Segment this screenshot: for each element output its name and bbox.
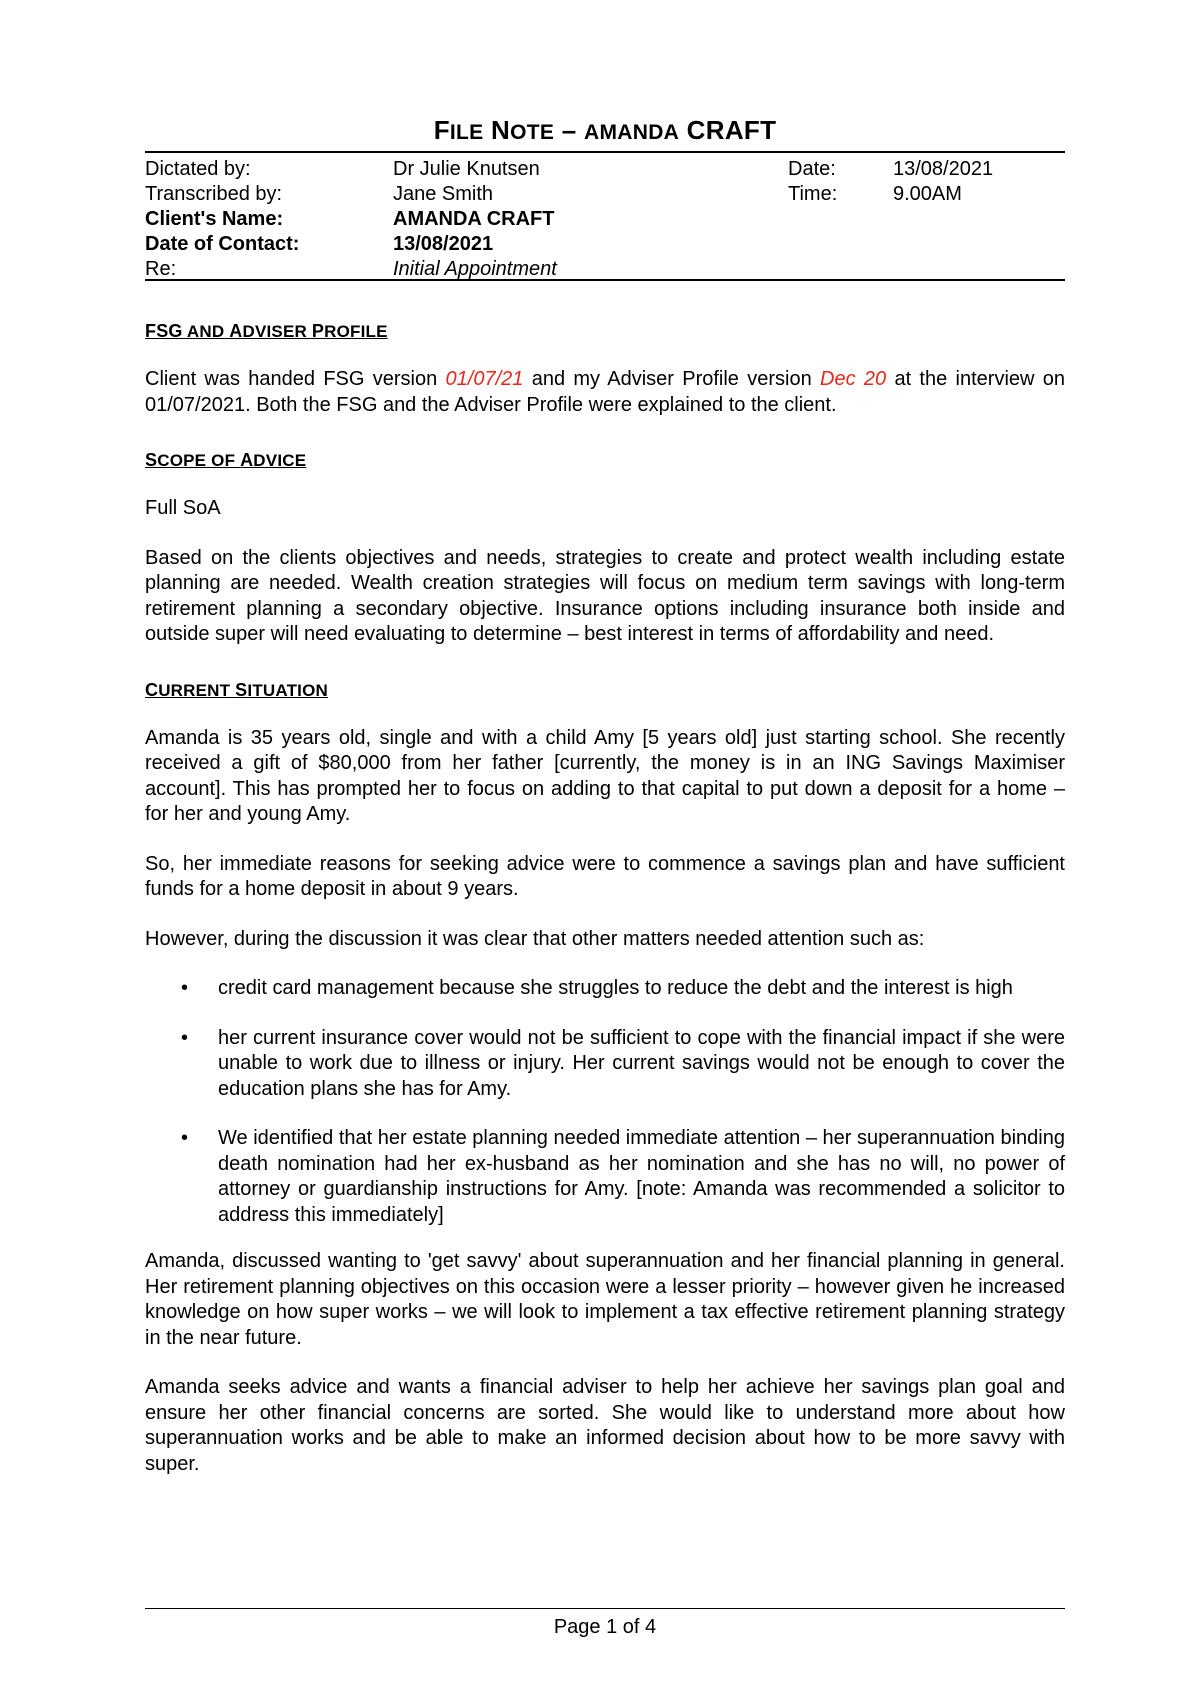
situation-paragraph-4: Amanda, discussed wanting to 'get savvy' about superannuation and her financial planning in general. Her retirement planning objectives on this occasion were a lesser priority – however given he increased knowledge on how super works – we will look to implement a tax effective retirement planning strategy in the near future.	[145, 1250, 1065, 1349]
heading-part: ITUATION	[247, 680, 328, 700]
heading-part: OF	[211, 451, 236, 470]
paragraph-text: Client was handed FSG version	[145, 368, 438, 390]
situation-paragraph-5: Amanda seeks advice and wants a financial adviser to help her achieve her savings plan goal and ensure her other financial concerns are sorted. She would like to understand more about how superannuation works and be able to make an informed decision about how to be more savvy with super.	[145, 1376, 1065, 1475]
date-label: Date:	[788, 158, 836, 180]
bullet-icon: •	[181, 977, 189, 999]
dictated-by-label: Dictated by:	[145, 158, 251, 180]
re-label: Re:	[145, 258, 177, 280]
title-initial: N	[491, 115, 511, 145]
fsg-paragraph	[145, 367, 1065, 418]
dictated-by-value: Dr Julie Knutsen	[393, 158, 540, 180]
heading-part: ROFILE	[324, 322, 388, 341]
document-page	[145, 112, 1065, 1477]
concerns-list	[145, 976, 1065, 1228]
profile-version-highlight: Dec 20	[820, 368, 887, 390]
paragraph-text: at the interview on 01/07/2021. Both the FSG and the Adviser Profile were explained to the client.	[145, 368, 1066, 416]
meta-row-contact	[145, 232, 1065, 257]
title-client-first: AMANDA	[584, 121, 680, 144]
scope-paragraph: Based on the clients objectives and needs, strategies to create and protect wealth including estate planning are needed. Wealth creation strategies will focus on medium term savings with long-term retirement planning a secondary objective. Insurance options including insurance both inside and outside super will need evaluating to determine – best interest in terms of affordability and need.	[145, 546, 1065, 645]
list-item	[145, 976, 1065, 1002]
heading-part: S	[145, 450, 158, 470]
meta-row-client	[145, 207, 1065, 232]
title-dash: –	[561, 115, 577, 145]
section-heading-situation	[145, 678, 1065, 703]
title-client-last: CRAFT	[686, 115, 777, 145]
heading-part: DVICE	[253, 451, 307, 470]
list-item	[145, 1026, 1065, 1103]
client-name-label: Client's Name:	[145, 208, 284, 230]
title-smallcaps: OTE	[510, 121, 555, 144]
meta-row-re	[145, 257, 1065, 282]
scope-full-soa: Full SoA	[145, 497, 221, 519]
situation-paragraph-3: However, during the discussion it was clear that other matters needed attention such as:	[145, 927, 925, 950]
transcribed-by-label: Transcribed by:	[145, 183, 283, 205]
file-note-metadata	[145, 153, 1065, 279]
transcribed-by-value: Jane Smith	[393, 183, 494, 205]
time-label: Time:	[788, 183, 838, 205]
heading-part: P	[311, 321, 325, 341]
heading-part: S	[235, 679, 248, 700]
list-item-text: credit card management because she struggles to reduce the debt and the interest is high	[218, 977, 1013, 999]
document-title	[145, 112, 1065, 151]
heading-part: AND	[186, 322, 225, 341]
situation-paragraph-1: Amanda is 35 years old, single and with a child Amy [5 years old] just starting school. She recently received a gift of $80,000 from her father [currently, the money is in an ING Savings Maximiser account]. This has prompted her to focus on adding to that capital to put down a deposit for a home – for her and young Amy.	[145, 726, 1065, 825]
re-value: Initial Appointment	[393, 258, 557, 280]
title-initial: F	[433, 115, 450, 145]
situation-paragraph-2: So, her immediate reasons for seeking advice were to commence a savings plan and have sufficient funds for a home deposit in about 9 years.	[145, 852, 1065, 900]
heading-part: DVISER	[242, 322, 307, 341]
date-of-contact-label: Date of Contact:	[145, 233, 300, 255]
heading-part: FSG	[145, 321, 183, 341]
paragraph-text: and my Adviser Profile version	[531, 368, 812, 390]
bullet-icon: •	[181, 1026, 189, 1049]
heading-part: COPE	[157, 451, 207, 470]
heading-part: A	[229, 321, 243, 341]
heading-part: C	[145, 679, 159, 700]
meta-row-dictated	[145, 157, 1065, 182]
time-value: 9.00AM	[893, 183, 962, 205]
date-of-contact-value: 13/08/2021	[393, 233, 494, 255]
heading-part: A	[240, 450, 254, 470]
page-number: Page 1 of 4	[553, 1616, 657, 1638]
footer-rule	[145, 1608, 1065, 1609]
section-heading-fsg	[145, 319, 1065, 344]
heading-part: URRENT	[158, 680, 231, 700]
list-item	[145, 1126, 1065, 1228]
title-smallcaps: ILE	[449, 121, 484, 144]
date-value: 13/08/2021	[893, 158, 994, 180]
bullet-icon: •	[181, 1127, 189, 1149]
meta-row-transcribed	[145, 182, 1065, 207]
list-item-text: her current insurance cover would not be sufficient to cope with the financial impact if she were unable to work due to illness or injury. Her current savings would not be enough to cover the education plans she has for Amy.	[218, 1026, 1065, 1100]
section-heading-scope	[145, 448, 1065, 473]
list-item-text: We identified that her estate planning needed immediate attention – her superannuation binding death nomination had her ex-husband as her nomination and she has no will, no power of attorney or guardianship instructions for Amy. [note: Amanda was recommended a solicitor to address this immediately]	[218, 1127, 1065, 1226]
fsg-version-highlight: 01/07/21	[445, 368, 524, 390]
client-name-value: AMANDA CRAFT	[393, 208, 555, 230]
